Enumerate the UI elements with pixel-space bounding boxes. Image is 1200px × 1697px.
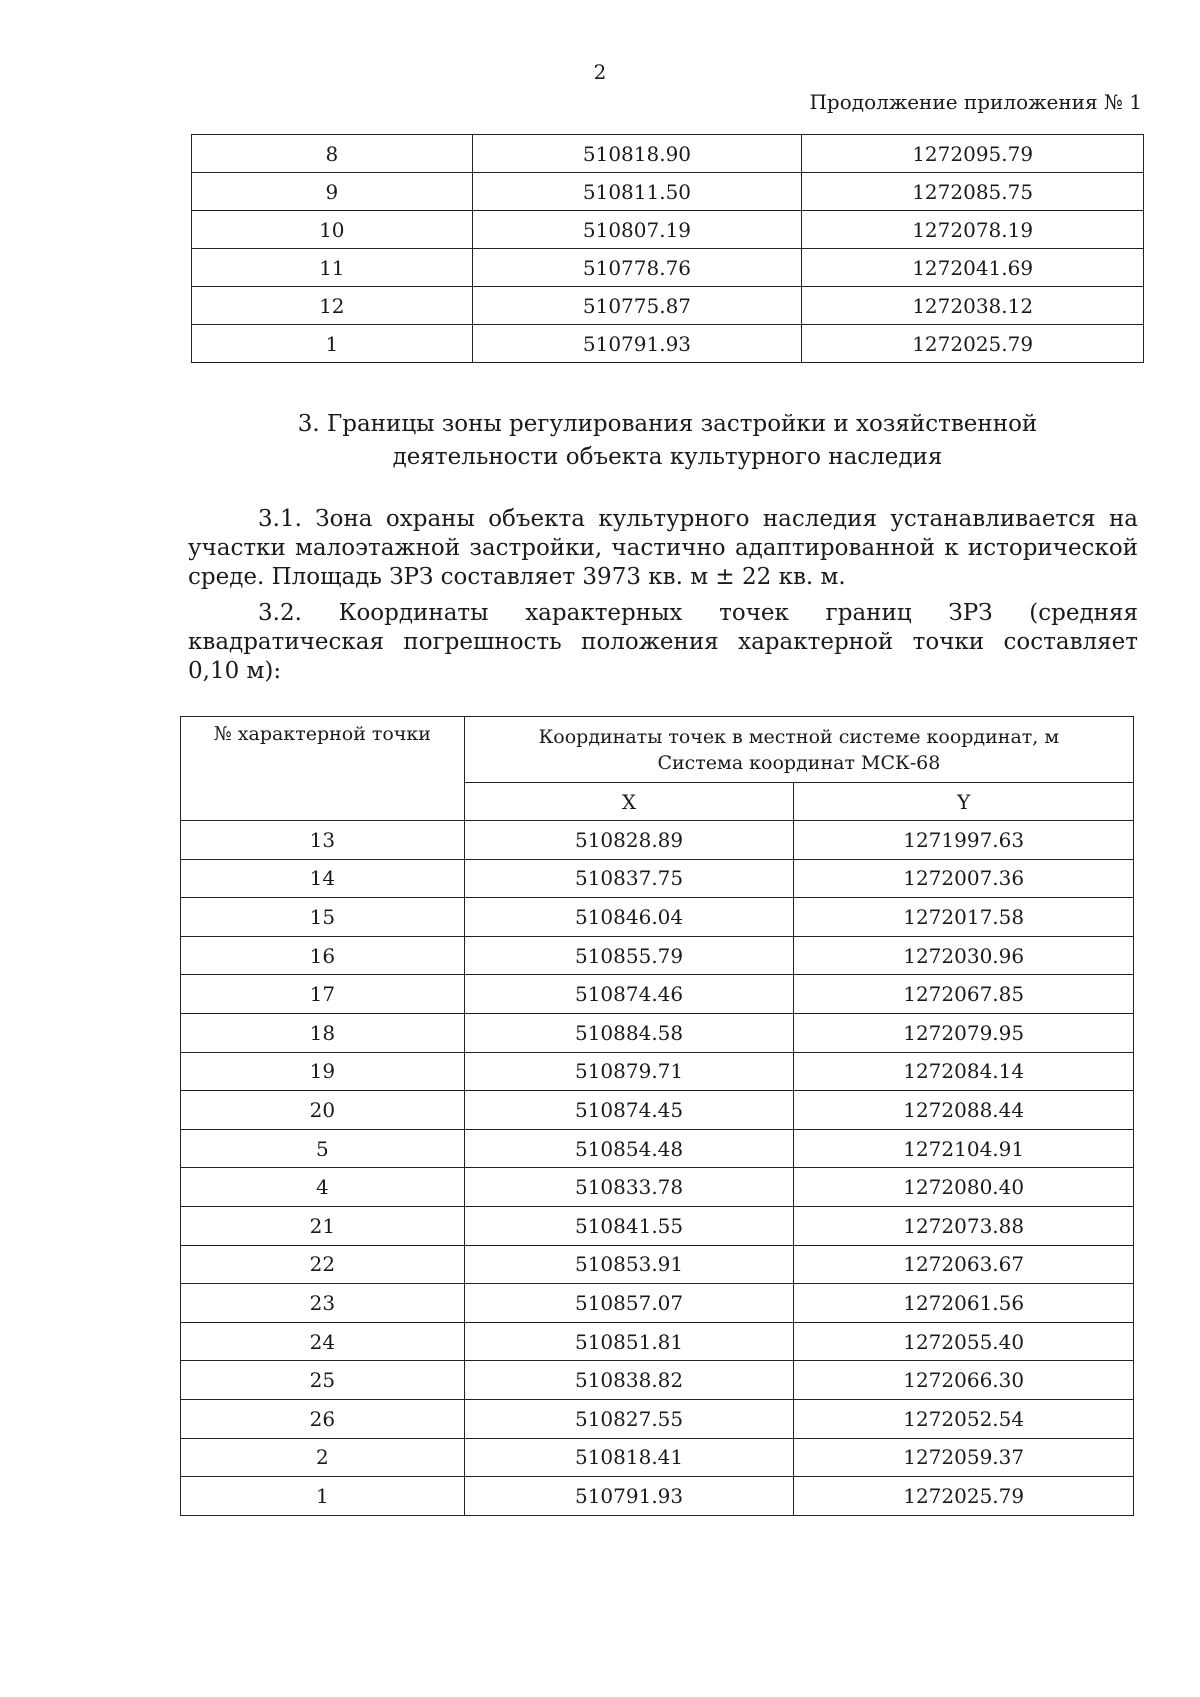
table-row — [181, 1477, 1134, 1516]
section-3-heading-line-2: деятельности объекта культурного наследия — [392, 444, 943, 470]
cell-y: 1272080.40 — [794, 1168, 1134, 1207]
cell-point: 5 — [181, 1129, 465, 1168]
table-row — [181, 975, 1134, 1014]
cell-y: 1272063.67 — [794, 1245, 1134, 1284]
cell-point: 14 — [181, 859, 465, 898]
paragraph-3-2-line-2: квадратическая погрешность положения характерной точки составляет — [188, 629, 1138, 655]
cell-point: 17 — [181, 975, 465, 1014]
table-row — [192, 211, 1144, 249]
cell-point: 19 — [181, 1052, 465, 1091]
cell-y: 1272038.12 — [802, 287, 1144, 325]
table-row — [181, 1245, 1134, 1284]
zrz-coordinates-table — [180, 716, 1134, 1516]
cell-x: 510775.87 — [472, 287, 802, 325]
cell-y: 1272059.37 — [794, 1438, 1134, 1477]
cell-y: 1272066.30 — [794, 1361, 1134, 1400]
cell-x: 510807.19 — [472, 211, 802, 249]
header-x: X — [464, 783, 794, 821]
table-row — [192, 287, 1144, 325]
cell-y: 1271997.63 — [794, 821, 1134, 860]
cell-y: 1272025.79 — [794, 1477, 1134, 1516]
paragraph-3-1-line-1: 3.1. Зона охраны объекта культурного наследия устанавливается на — [258, 506, 1138, 532]
coordinates-table-continued — [191, 134, 1144, 363]
section-3-heading-line-1: 3. Границы зоны регулирования застройки и хозяйственной — [297, 411, 1038, 437]
cell-x: 510855.79 — [464, 936, 794, 975]
cell-y: 1272079.95 — [794, 1013, 1134, 1052]
cell-x: 510879.71 — [464, 1052, 794, 1091]
cell-x: 510778.76 — [472, 249, 802, 287]
cell-y: 1272041.69 — [802, 249, 1144, 287]
table-row — [192, 135, 1144, 173]
table-row — [181, 898, 1134, 937]
table-row — [181, 1091, 1134, 1130]
paragraph-3-1-line-2: участки малоэтажной застройки, частично адаптированной к исторической — [188, 535, 1138, 561]
cell-point: 13 — [181, 821, 465, 860]
cell-point: 22 — [181, 1245, 465, 1284]
cell-x: 510874.45 — [464, 1091, 794, 1130]
table-row — [181, 1206, 1134, 1245]
cell-x: 510851.81 — [464, 1322, 794, 1361]
cell-x: 510818.90 — [472, 135, 802, 173]
coordinates-table-continued-body — [192, 135, 1144, 363]
cell-x: 510827.55 — [464, 1399, 794, 1438]
paragraph-3-1 — [188, 505, 1138, 592]
cell-point: 4 — [181, 1168, 465, 1207]
cell-x: 510857.07 — [464, 1284, 794, 1323]
table-row — [181, 1361, 1134, 1400]
cell-x: 510841.55 — [464, 1206, 794, 1245]
cell-x: 510854.48 — [464, 1129, 794, 1168]
cell-x: 510828.89 — [464, 821, 794, 860]
cell-point: 11 — [192, 249, 473, 287]
cell-x: 510837.75 — [464, 859, 794, 898]
paragraph-3-1-line-3: среде. Площадь ЗРЗ составляет 3973 кв. м ± 22 кв. м. — [188, 564, 846, 590]
cell-x: 510811.50 — [472, 173, 802, 211]
header-coordinates-line-2: Система координат МСК-68 — [657, 751, 941, 774]
cell-y: 1272030.96 — [794, 936, 1134, 975]
table-row — [181, 936, 1134, 975]
cell-y: 1272073.88 — [794, 1206, 1134, 1245]
cell-point: 24 — [181, 1322, 465, 1361]
cell-y: 1272085.75 — [802, 173, 1144, 211]
table-row — [181, 1052, 1134, 1091]
cell-x: 510838.82 — [464, 1361, 794, 1400]
zrz-coordinates-table-body — [181, 821, 1134, 1516]
paragraph-3-2-line-1: 3.2. Координаты характерных точек границ ЗРЗ (средняя — [258, 600, 1138, 626]
cell-y: 1272052.54 — [794, 1399, 1134, 1438]
cell-y: 1272104.91 — [794, 1129, 1134, 1168]
page-number: 2 — [593, 60, 607, 84]
cell-y: 1272025.79 — [802, 325, 1144, 363]
table-row — [181, 1438, 1134, 1477]
cell-point: 8 — [192, 135, 473, 173]
appendix-continuation-label: Продолжение приложения № 1 — [809, 90, 1142, 114]
table-row — [181, 859, 1134, 898]
cell-y: 1272017.58 — [794, 898, 1134, 937]
cell-point: 21 — [181, 1206, 465, 1245]
header-coordinates-line-1: Координаты точек в местной системе координат, м — [538, 725, 1060, 748]
table-row — [181, 1322, 1134, 1361]
cell-point: 2 — [181, 1438, 465, 1477]
table-row — [181, 1129, 1134, 1168]
cell-point: 9 — [192, 173, 473, 211]
header-coordinates — [464, 717, 1133, 783]
cell-point: 1 — [192, 325, 473, 363]
table-row — [181, 1284, 1134, 1323]
table-row — [192, 325, 1144, 363]
table-row — [192, 249, 1144, 287]
cell-point: 10 — [192, 211, 473, 249]
cell-y: 1272067.85 — [794, 975, 1134, 1014]
header-y: Y — [794, 783, 1134, 821]
paragraph-3-2-line-3: 0,10 м): — [188, 658, 282, 684]
cell-x: 510846.04 — [464, 898, 794, 937]
cell-y: 1272088.44 — [794, 1091, 1134, 1130]
cell-y: 1272061.56 — [794, 1284, 1134, 1323]
cell-x: 510874.46 — [464, 975, 794, 1014]
cell-point: 20 — [181, 1091, 465, 1130]
cell-point: 15 — [181, 898, 465, 937]
cell-point: 26 — [181, 1399, 465, 1438]
cell-point: 16 — [181, 936, 465, 975]
table-row — [181, 1013, 1134, 1052]
cell-x: 510791.93 — [464, 1477, 794, 1516]
cell-point: 1 — [181, 1477, 465, 1516]
cell-y: 1272007.36 — [794, 859, 1134, 898]
cell-point: 18 — [181, 1013, 465, 1052]
table-row — [181, 1168, 1134, 1207]
cell-point: 12 — [192, 287, 473, 325]
zrz-coordinates-table-header — [181, 717, 1134, 821]
cell-y: 1272084.14 — [794, 1052, 1134, 1091]
cell-point: 25 — [181, 1361, 465, 1400]
table-row — [192, 173, 1144, 211]
cell-y: 1272055.40 — [794, 1322, 1134, 1361]
cell-x: 510791.93 — [472, 325, 802, 363]
cell-y: 1272078.19 — [802, 211, 1144, 249]
cell-x: 510833.78 — [464, 1168, 794, 1207]
paragraph-3-2 — [188, 599, 1138, 686]
table-row — [181, 1399, 1134, 1438]
section-3-heading — [191, 408, 1144, 474]
header-point-number: № характерной точки — [181, 717, 465, 821]
cell-x: 510884.58 — [464, 1013, 794, 1052]
table-row — [181, 821, 1134, 860]
cell-y: 1272095.79 — [802, 135, 1144, 173]
cell-x: 510853.91 — [464, 1245, 794, 1284]
cell-x: 510818.41 — [464, 1438, 794, 1477]
cell-point: 23 — [181, 1284, 465, 1323]
